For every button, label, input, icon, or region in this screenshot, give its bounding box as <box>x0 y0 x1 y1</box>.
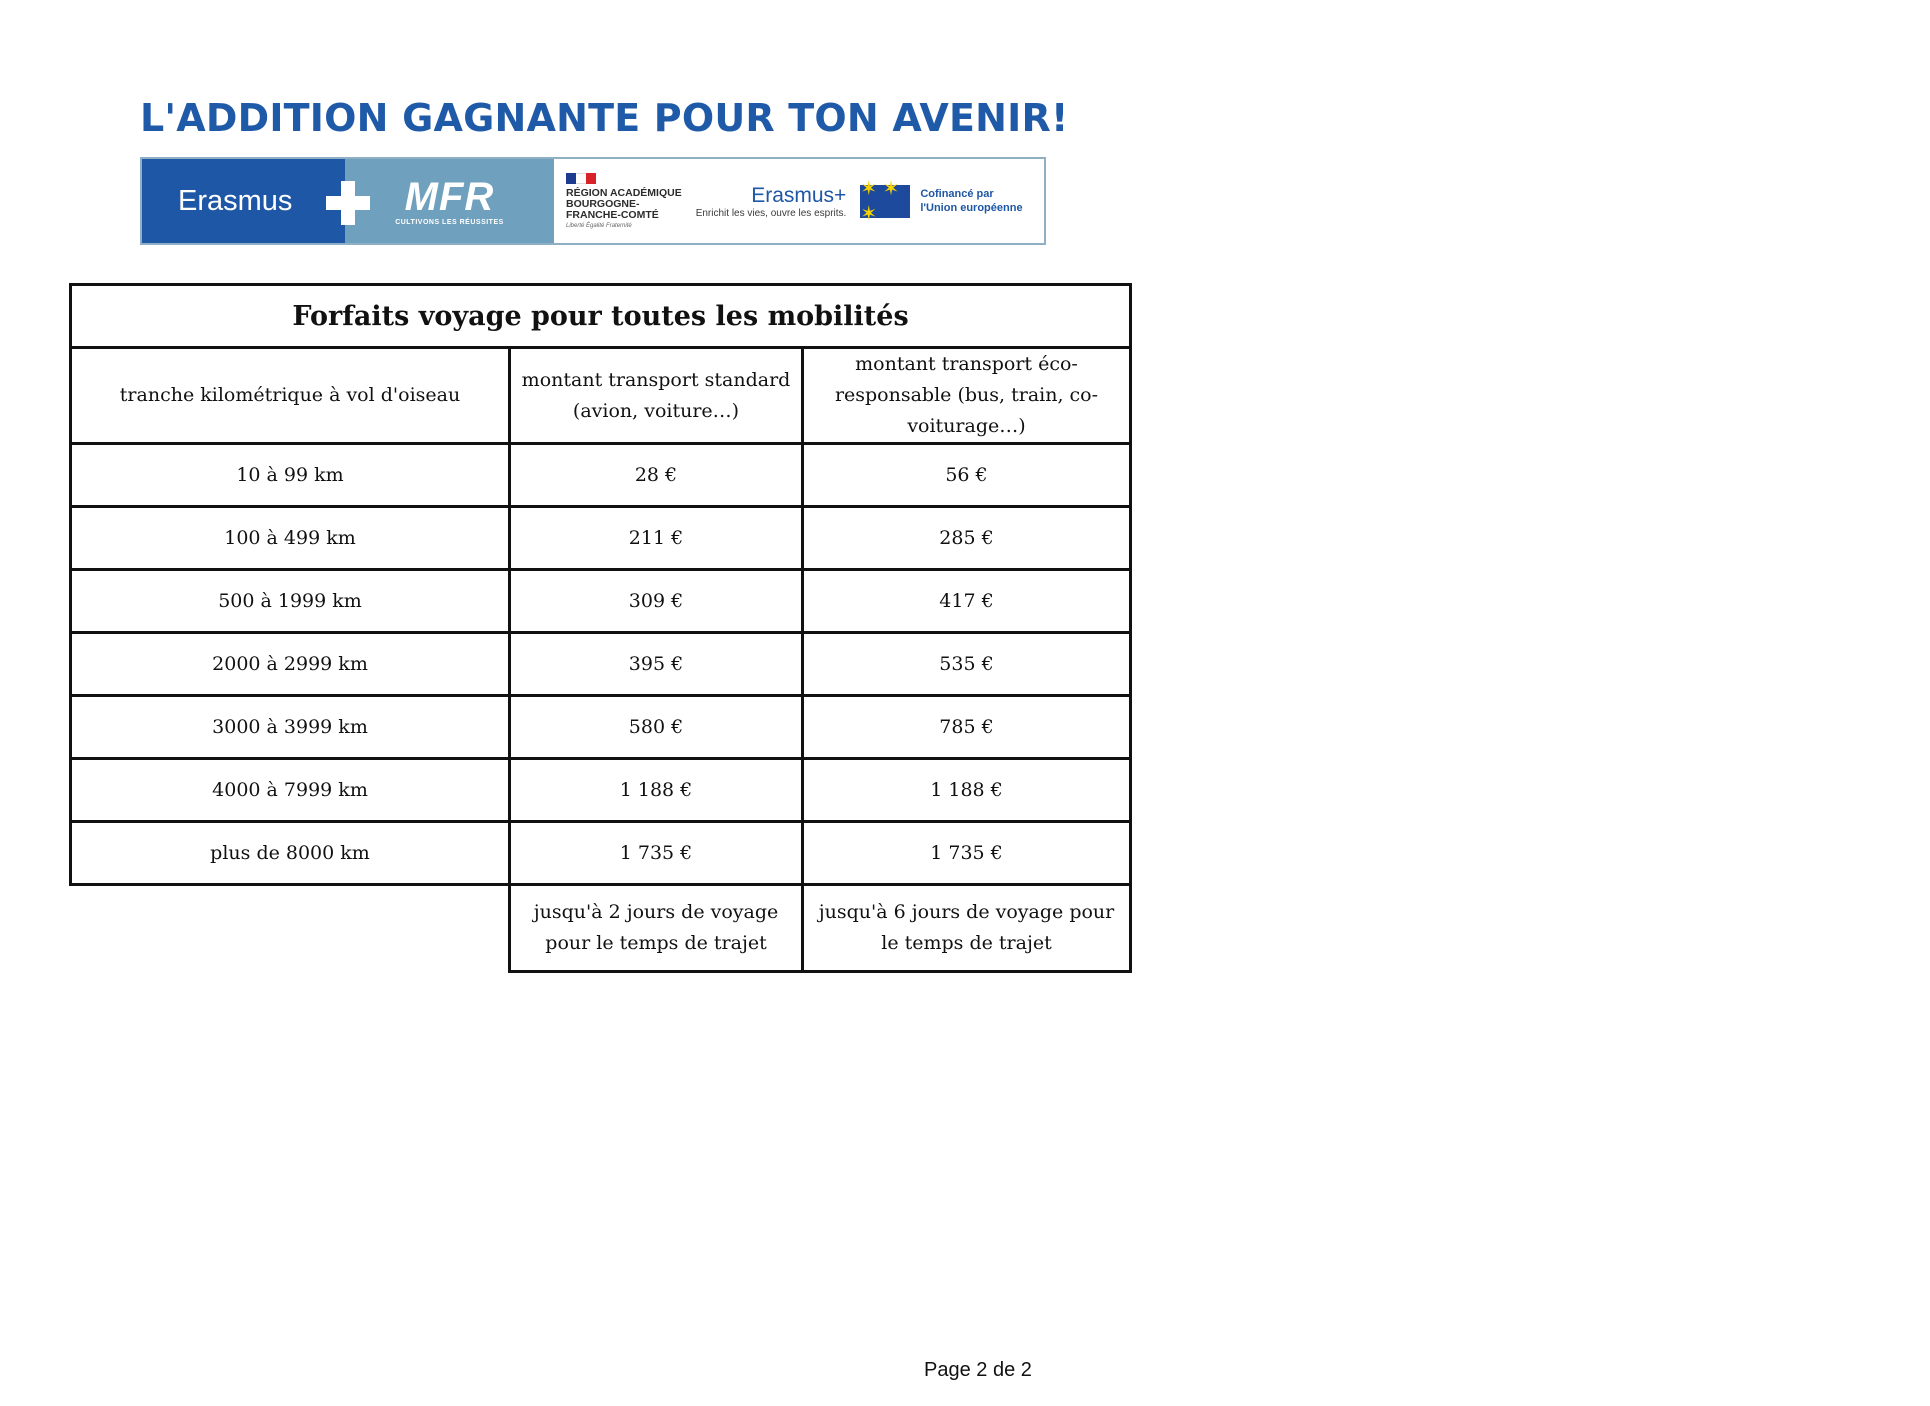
eco-amount-cell: 56 € <box>803 444 1131 507</box>
travel-allowance-table <box>69 283 1132 973</box>
mfr-label: MFR <box>404 174 495 219</box>
erasmus-logo <box>142 159 345 243</box>
table-title: Forfaits voyage pour toutes les mobilités <box>71 285 1131 348</box>
table-row <box>71 759 1131 822</box>
erasmus-label: Erasmus <box>178 184 293 217</box>
erasmus-plus-logo <box>696 184 847 219</box>
eco-amount-cell: 535 € <box>803 633 1131 696</box>
table-row <box>71 570 1131 633</box>
eco-amount-cell: 417 € <box>803 570 1131 633</box>
table-row <box>71 507 1131 570</box>
institution-logos <box>554 159 1044 243</box>
cofinance-label <box>920 187 1022 215</box>
distance-cell: 3000 à 3999 km <box>71 696 510 759</box>
distance-cell: 10 à 99 km <box>71 444 510 507</box>
column-header-eco: montant transport éco-responsable (bus, train, co-voiturage…) <box>803 348 1131 444</box>
region-line-2: BOURGOGNE- <box>566 197 640 210</box>
distance-cell: plus de 8000 km <box>71 822 510 885</box>
eco-amount-cell: 1 188 € <box>803 759 1131 822</box>
cofinance-line-1: Cofinancé par <box>920 188 994 200</box>
region-motto: Liberté Égalité Fraternité <box>566 222 632 229</box>
distance-cell: 500 à 1999 km <box>71 570 510 633</box>
standard-amount-cell: 1 188 € <box>510 759 803 822</box>
page-number: Page 2 de 2 <box>924 1359 1032 1381</box>
distance-cell: 100 à 499 km <box>71 507 510 570</box>
french-flag-icon <box>566 173 596 184</box>
empty-cell <box>71 885 510 972</box>
standard-amount-cell: 309 € <box>510 570 803 633</box>
column-header-standard: montant transport standard (avion, voiture…) <box>510 348 803 444</box>
eu-flag-icon: ✶ ✶ ✶ <box>860 185 910 218</box>
eco-amount-cell: 1 735 € <box>803 822 1131 885</box>
eco-amount-cell: 785 € <box>803 696 1131 759</box>
erasmus-plus-label: Erasmus+ <box>751 183 847 207</box>
column-header-distance: tranche kilométrique à vol d'oiseau <box>71 348 510 444</box>
mfr-tagline: CULTIVONS LES RÉUSSITES <box>395 218 504 226</box>
region-line-3: FRANCHE-COMTÉ <box>566 208 659 221</box>
standard-amount-cell: 211 € <box>510 507 803 570</box>
table-row <box>71 822 1131 885</box>
table-row <box>71 633 1131 696</box>
cofinance-line-2: l'Union européenne <box>920 202 1023 214</box>
page-headline: L'ADDITION GAGNANTE POUR TON AVENIR! <box>140 96 1069 140</box>
region-academique-logo <box>566 173 682 230</box>
standard-travel-days-note: jusqu'à 2 jours de voyage pour le temps de trajet <box>510 885 803 972</box>
standard-amount-cell: 395 € <box>510 633 803 696</box>
distance-cell: 4000 à 7999 km <box>71 759 510 822</box>
partner-logo-banner <box>140 157 1046 245</box>
standard-amount-cell: 28 € <box>510 444 803 507</box>
region-line-1: RÉGION ACADÉMIQUE <box>566 186 682 199</box>
eco-amount-cell: 285 € <box>803 507 1131 570</box>
mfr-logo <box>345 159 554 243</box>
standard-amount-cell: 1 735 € <box>510 822 803 885</box>
table-footer-row <box>71 885 1131 972</box>
table-row <box>71 444 1131 507</box>
standard-amount-cell: 580 € <box>510 696 803 759</box>
eco-travel-days-note: jusqu'à 6 jours de voyage pour le temps de trajet <box>803 885 1131 972</box>
distance-cell: 2000 à 2999 km <box>71 633 510 696</box>
table-row <box>71 696 1131 759</box>
table-header-row <box>71 348 1131 444</box>
erasmus-plus-slogan: Enrichit les vies, ouvre les esprits. <box>695 207 847 219</box>
